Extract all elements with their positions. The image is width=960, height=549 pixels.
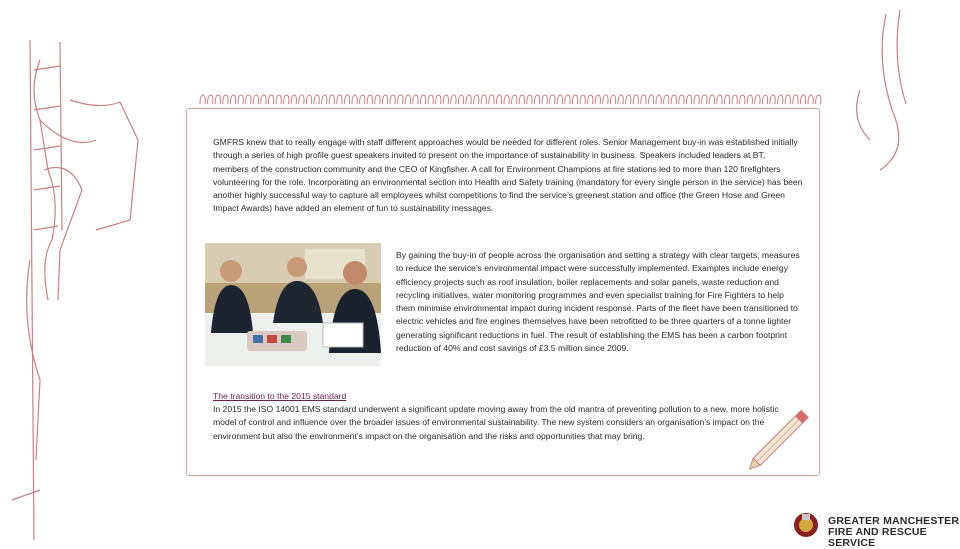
spiral-loop [284, 95, 289, 104]
spiral-loop [762, 95, 767, 104]
spiral-loop [709, 95, 714, 104]
transition-paragraph: In 2015 the ISO 14001 EMS standard underwent a significant update moving away from the old mantra of preventing pollution to a new, more holistic model of control and influence over the broader issues of environmental sustainability. The new system considers an organisation’s impact on the environment but also the environment’s impact on the organisation and the risks and opportunities that may bring. [213, 404, 779, 441]
spiral-loop [390, 95, 395, 104]
spiral-loop [451, 95, 456, 104]
spiral-loop [641, 95, 646, 104]
spiral-loop [489, 95, 494, 104]
spiral-loop [778, 95, 783, 104]
spiral-loop [557, 95, 562, 104]
spiral-loop [626, 95, 631, 104]
spiral-loop [337, 95, 342, 104]
spiral-loop [329, 95, 334, 104]
spiral-loop [724, 95, 729, 104]
spiral-loop [496, 95, 501, 104]
spiral-loop [519, 95, 524, 104]
transition-heading-link[interactable]: The transition to the 2015 standard [213, 391, 347, 401]
hose-sketch [857, 10, 906, 170]
spiral-loop [322, 95, 327, 104]
spiral-loop [367, 95, 372, 104]
logo-line-2: FIRE AND RESCUE SERVICE [828, 526, 927, 549]
spiral-loop [565, 95, 570, 104]
spiral-loop [344, 95, 349, 104]
spiral-loop [656, 95, 661, 104]
spiral-loop [481, 95, 486, 104]
spiral-loop [261, 95, 266, 104]
spiral-loop [732, 95, 737, 104]
spiral-loop [382, 95, 387, 104]
logo-wordmark [828, 516, 960, 549]
spiral-loop [610, 95, 615, 104]
spiral-loop [664, 95, 669, 104]
spiral-loop [291, 95, 296, 104]
pencil-illustration [738, 400, 822, 480]
spiral-loop [572, 95, 577, 104]
spiral-loop [542, 95, 547, 104]
crest-icon [790, 510, 822, 540]
spiral-loop [405, 95, 410, 104]
spiral-loop [306, 95, 311, 104]
spiral-loop [200, 95, 205, 104]
spiral-loop [428, 95, 433, 104]
spiral-loop [648, 95, 653, 104]
spiral-loop [527, 95, 532, 104]
spiral-loop [793, 95, 798, 104]
spiral-loop [436, 95, 441, 104]
spiral-loop [413, 95, 418, 104]
spiral-loop [443, 95, 448, 104]
spiral-loop [504, 95, 509, 104]
spiral-loop [215, 95, 220, 104]
spiral-loop [800, 95, 805, 104]
spiral-loop [352, 95, 357, 104]
spiral-loop [633, 95, 638, 104]
spiral-loop [534, 95, 539, 104]
spiral-loop [360, 95, 365, 104]
spiral-loop [246, 95, 251, 104]
firefighters-training-photo [205, 243, 381, 366]
spiral-loop [420, 95, 425, 104]
spiral-loop [717, 95, 722, 104]
spiral-loop [686, 95, 691, 104]
results-paragraph: By gaining the buy-in of people across the organisation and setting a strategy with clear targets, measures to reduce the service’s environmental impact were successfully implemented. Examples include energy efficiency projects such as roof insulation, boiler replacements and solar panels, waste reduction and recycling initiatives, water monitoring programmes and even specialist training for Fire Fighters to help them minimise environmental impact during incident response. Parts of the fleet have been transitioned to electric vehicles and fire engines themselves have been retrofitted to be three quarters of a tonne lighter generating significant reductions in fuel. The result of establishing the EMS has been a carbon footprint reduction of 40% and cost savings of £3.5 million since 2009. [396, 250, 800, 354]
ladder-firefighter-sketch [12, 40, 138, 540]
logo-line-1: GREATER MANCHESTER [828, 515, 960, 527]
spiral-loop [770, 95, 775, 104]
spiral-loop [268, 95, 273, 104]
spiral-loop [808, 95, 813, 104]
spiral-loop [208, 95, 213, 104]
spiral-loop [603, 95, 608, 104]
spiral-loop [375, 95, 380, 104]
spiral-loop [314, 95, 319, 104]
spiral-loop [276, 95, 281, 104]
spiral-loop [238, 95, 243, 104]
spiral-loop [299, 95, 304, 104]
spiral-loop [755, 95, 760, 104]
spiral-loop [671, 95, 676, 104]
intro-paragraph: GMFRS knew that to really engage with staff different approaches would be needed for different roles. Senior Management buy-in was established initially through a series of high profile guest speakers invited to present on the importance of sustainability in business. Speakers included leaders at BT, members of the construction community and the CEO of Kingfisher. A call for Environment Champions at fire stations led to more than 120 firefighters volunteering for the role. Incorporating an environmental section into Health and Safety training (mandatory for every single person in the service) has been another highly successful way to capture all employees whilst competitions to find the service’s greenest station and office (the Green Hose and Green Impact Awards) have added an element of fun to sustainability messages. [213, 137, 803, 214]
spiral-loop [466, 95, 471, 104]
spiral-loop [474, 95, 479, 104]
spiral-loop [740, 95, 745, 104]
notebook-spiral-binding [196, 92, 826, 108]
spiral-loop [230, 95, 235, 104]
spiral-loop [702, 95, 707, 104]
spiral-loop [747, 95, 752, 104]
spiral-loop [588, 95, 593, 104]
spiral-loop [550, 95, 555, 104]
spiral-loop [580, 95, 585, 104]
spiral-loop [458, 95, 463, 104]
spiral-loop [223, 95, 228, 104]
spiral-loop [512, 95, 517, 104]
spiral-loop [816, 95, 821, 104]
spiral-loop [618, 95, 623, 104]
spiral-loop [595, 95, 600, 104]
spiral-loop [679, 95, 684, 104]
spiral-loop [694, 95, 699, 104]
spiral-loop [398, 95, 403, 104]
spiral-loop [785, 95, 790, 104]
spiral-loop [253, 95, 258, 104]
